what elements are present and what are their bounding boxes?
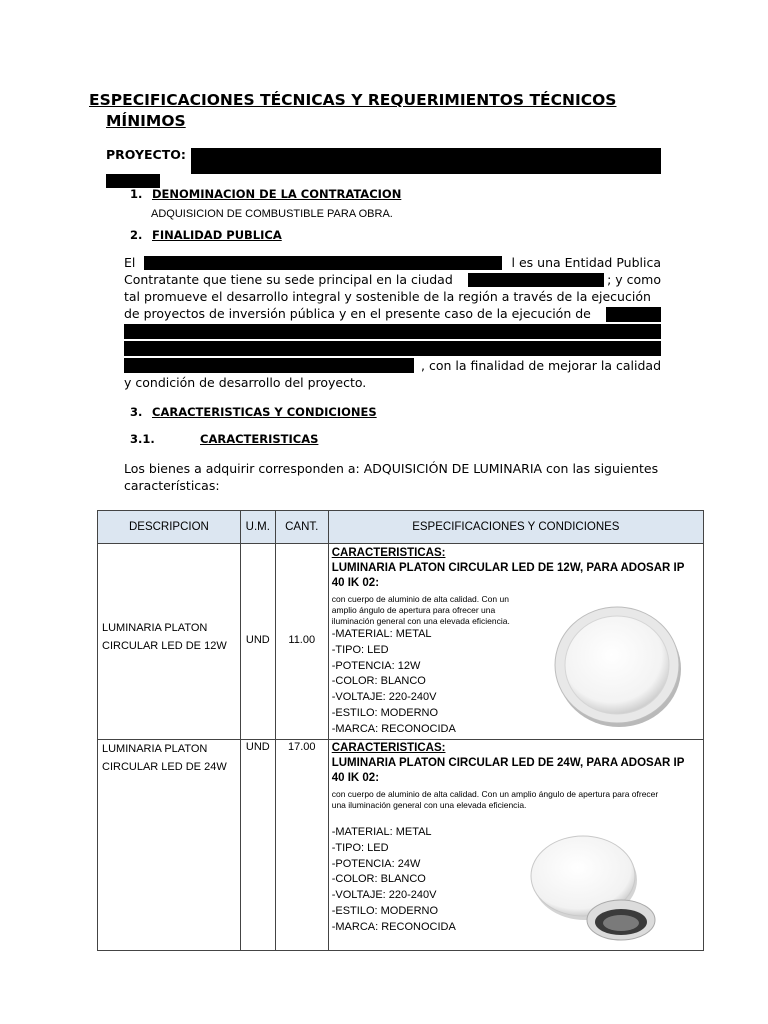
paragraph-line: Contratante que tiene su sede principal en la ciudad <box>124 272 453 287</box>
paragraph-line: El <box>124 255 136 270</box>
table-header-row <box>98 511 704 544</box>
cell-cant: 17.00 <box>275 740 328 951</box>
section-2-heading: 2. FINALIDAD PUBLICA <box>130 228 282 242</box>
cell-um: UND <box>240 544 275 740</box>
section-1-title: DENOMINACION DE LA CONTRATACION <box>152 187 402 201</box>
spec-heading: CARACTERISTICAS: <box>331 742 446 754</box>
round-led-panel-image <box>551 599 687 731</box>
section-1-heading: 1. DENOMINACION DE LA CONTRATACION <box>130 187 402 201</box>
redacted-block <box>606 307 661 322</box>
section-2-title: FINALIDAD PUBLICA <box>152 228 282 242</box>
cell-description: LUMINARIA PLATON CIRCULAR LED DE 24W <box>98 740 241 951</box>
redacted-block <box>144 256 502 270</box>
section-3-heading: 3. CARACTERISTICAS Y CONDICIONES <box>130 405 377 419</box>
document-title <box>89 90 649 132</box>
cell-cant: 11.00 <box>275 544 328 740</box>
redacted-block <box>124 358 414 373</box>
section-1-text: ADQUISICION DE COMBUSTIBLE PARA OBRA. <box>151 208 393 220</box>
redacted-block <box>106 174 160 188</box>
intro-line-2: características: <box>124 478 220 493</box>
table-row <box>98 544 704 740</box>
redacted-block <box>468 273 604 287</box>
paragraph-line: ; y como <box>607 272 661 287</box>
paragraph-line: l es una Entidad Publica <box>511 255 661 270</box>
cell-um: UND <box>240 740 275 951</box>
intro-line-1: Los bienes a adquirir corresponden a: ADQUISICIÓN DE LUMINARIA con las siguientes <box>124 461 659 476</box>
spec-items: -MATERIAL: METAL -TIPO: LED -POTENCIA: 24W -COLOR: BLANCO -VOLTAJE: 220-240V -ESTILO: MODERNO -MARCA: RECONOCIDA <box>331 826 456 933</box>
header-description: DESCRIPCION <box>98 511 241 544</box>
cell-specifications: CARACTERISTICAS: LUMINARIA PLATON CIRCULAR LED DE 12W, PARA ADOSAR IP 40 IK 02: con cuerpo de aluminio de alta calidad. Con un amplio ángulo de apertura para ofrecer una iluminación general con una elevada eficiencia. -MATERIAL: METAL -TIPO: LED -POTENCIA: 12W -COLOR: BLANCO -VOLTAJE: 220-240V -ESTILO: MODERNO -MARCA: RECONOCIDA <box>328 544 703 740</box>
section-3-1-title: CARACTERISTICAS <box>200 432 319 446</box>
paragraph-line: y condición de desarrollo del proyecto. <box>124 375 367 390</box>
paragraph-line: de proyectos de inversión pública y en el presente caso de la ejecución de <box>124 306 591 321</box>
cell-specifications: CARACTERISTICAS: LUMINARIA PLATON CIRCULAR LED DE 24W, PARA ADOSAR IP 40 IK 02: con cuerpo de aluminio de alta calidad. Con un amplio ángulo de apertura para ofrecer una iluminación general con una elevada eficiencia. -MATERIAL: METAL -TIPO: LED -POTENCIA: 24W -COLOR: BLANCO -VOLTAJE: 220-240V -ESTILO: MODERNO -MARCA: RECONOCIDA <box>328 740 703 951</box>
specifications-table <box>97 510 704 951</box>
redacted-block <box>124 324 661 339</box>
table-row <box>98 740 704 951</box>
header-um: U.M. <box>240 511 275 544</box>
section-3-title: CARACTERISTICAS Y CONDICIONES <box>152 405 377 419</box>
spec-title: LUMINARIA PLATON CIRCULAR LED DE 24W, PARA ADOSAR IP 40 IK 02: <box>331 757 685 784</box>
project-label: PROYECTO: <box>106 147 186 162</box>
round-led-panel-open-image <box>529 830 659 945</box>
section-3-1-heading: 3.1. CARACTERISTICAS <box>130 432 319 446</box>
paragraph-line: tal promueve el desarrollo integral y sostenible de la región a través de la ejecución <box>124 289 651 304</box>
spec-title: LUMINARIA PLATON CIRCULAR LED DE 12W, PARA ADOSAR IP 40 IK 02: <box>331 562 685 589</box>
title-line-2: MÍNIMOS <box>106 112 186 130</box>
cell-description: LUMINARIA PLATON CIRCULAR LED DE 12W <box>98 544 241 740</box>
spec-heading: CARACTERISTICAS: <box>331 547 446 559</box>
spec-items: -MATERIAL: METAL -TIPO: LED -POTENCIA: 12W -COLOR: BLANCO -VOLTAJE: 220-240V -ESTILO: MODERNO -MARCA: RECONOCIDA <box>331 628 456 735</box>
header-specifications: ESPECIFICACIONES Y CONDICIONES <box>328 511 703 544</box>
redacted-block <box>191 148 661 174</box>
redacted-block <box>124 341 661 356</box>
header-cant: CANT. <box>275 511 328 544</box>
title-line-1: ESPECIFICACIONES TÉCNICAS Y REQUERIMIENTOS TÉCNICOS <box>89 91 617 109</box>
paragraph-line: , con la finalidad de mejorar la calidad <box>421 358 661 373</box>
